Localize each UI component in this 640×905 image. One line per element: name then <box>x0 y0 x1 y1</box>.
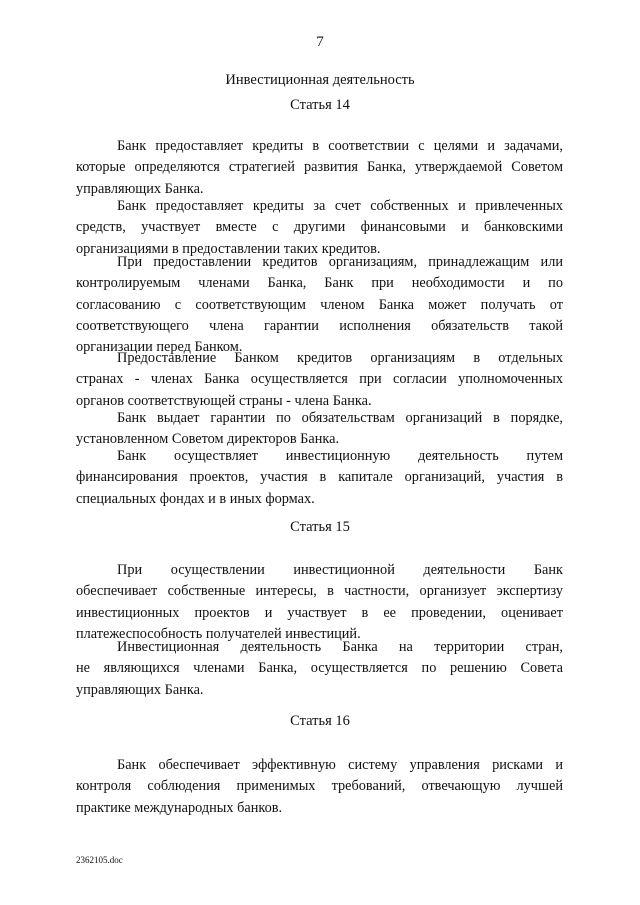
paragraph-line: Банк осуществляет инвестиционную деятельность путем <box>117 448 563 464</box>
paragraph-line: управляющих Банка. <box>76 180 204 197</box>
article-15-paragraph <box>76 560 563 645</box>
paragraph-line: Банк предоставляет кредиты в соответствии с целями и задачами, <box>117 138 563 154</box>
paragraph-line: средств, участвует вместе с другими финансовыми и банковскими <box>76 219 563 236</box>
section-title: Инвестиционная деятельность <box>225 72 415 88</box>
paragraph-line: специальных фондах и в иных формах. <box>76 490 315 507</box>
paragraph-line: При осуществлении инвестиционной деятельности Банк <box>117 562 563 578</box>
paragraph-line: Банк обеспечивает эффективную систему управления рисками и <box>117 757 563 773</box>
paragraph-line: странах - членах Банка осуществляется при согласии уполномоченных <box>76 371 563 388</box>
article-14-paragraph <box>76 196 563 260</box>
article-14-title: Статья 14 <box>290 97 350 113</box>
article-15-title: Статья 15 <box>290 519 350 535</box>
article-14-paragraph <box>76 348 563 412</box>
article-16-paragraph <box>76 755 563 819</box>
paragraph-line: органов соответствующей страны - члена Банка. <box>76 392 372 409</box>
page-number: 7 <box>316 34 324 50</box>
paragraph-line: обеспечивает собственные интересы, в частности, организует экспертизу <box>76 583 563 600</box>
paragraph-line: практике международных банков. <box>76 799 283 816</box>
paragraph-line: установленном Советом директоров Банка. <box>76 431 340 448</box>
paragraph-line: которые определяются стратегией развития Банка, утверждаемой Советом <box>76 159 563 176</box>
paragraph-line: не являющихся членами Банка, осуществляется по решению Совета <box>76 660 563 677</box>
paragraph-line: Банк выдает гарантии по обязательствам организаций в порядке, <box>117 410 563 426</box>
paragraph-line: согласованию с соответствующим членом Банка может получать от <box>76 296 563 313</box>
paragraph-line: платежеспособность получателей инвестиций. <box>76 625 361 642</box>
article-14-paragraph <box>76 446 563 510</box>
paragraph-line: Банк предоставляет кредиты за счет собственных и привлеченных <box>117 198 563 214</box>
article-14-paragraph <box>76 136 563 200</box>
article-14-paragraph <box>76 252 563 358</box>
paragraph-line: контроля соблюдения применимых требований, отвечающую лучшей <box>76 778 563 795</box>
paragraph-line: Инвестиционная деятельность Банка на территории стран, <box>117 639 563 655</box>
paragraph-line: организациями в предоставлении таких кредитов. <box>76 240 381 257</box>
paragraph-line: финансирования проектов, участия в капитале организаций, участия в <box>76 469 563 486</box>
article-14-paragraph <box>76 408 563 451</box>
paragraph-line: При предоставлении кредитов организациям, принадлежащим или <box>117 254 563 270</box>
paragraph-line: соответствующего члена гарантии исполнения обязательств такой <box>76 317 563 334</box>
file-name-footer: 2362105.doc <box>76 855 123 865</box>
article-15-paragraph <box>76 637 563 701</box>
paragraph-line: контролируемым членами Банка, Банк при необходимости и по <box>76 275 563 292</box>
paragraph-line: управляющих Банка. <box>76 681 204 698</box>
paragraph-line: организации перед Банком. <box>76 339 243 356</box>
paragraph-line: инвестиционных проектов и участвует в ее проведении, оценивает <box>76 604 563 621</box>
article-16-title: Статья 16 <box>290 713 350 729</box>
paragraph-line: Предоставление Банком кредитов организациям в отдельных <box>117 350 563 366</box>
